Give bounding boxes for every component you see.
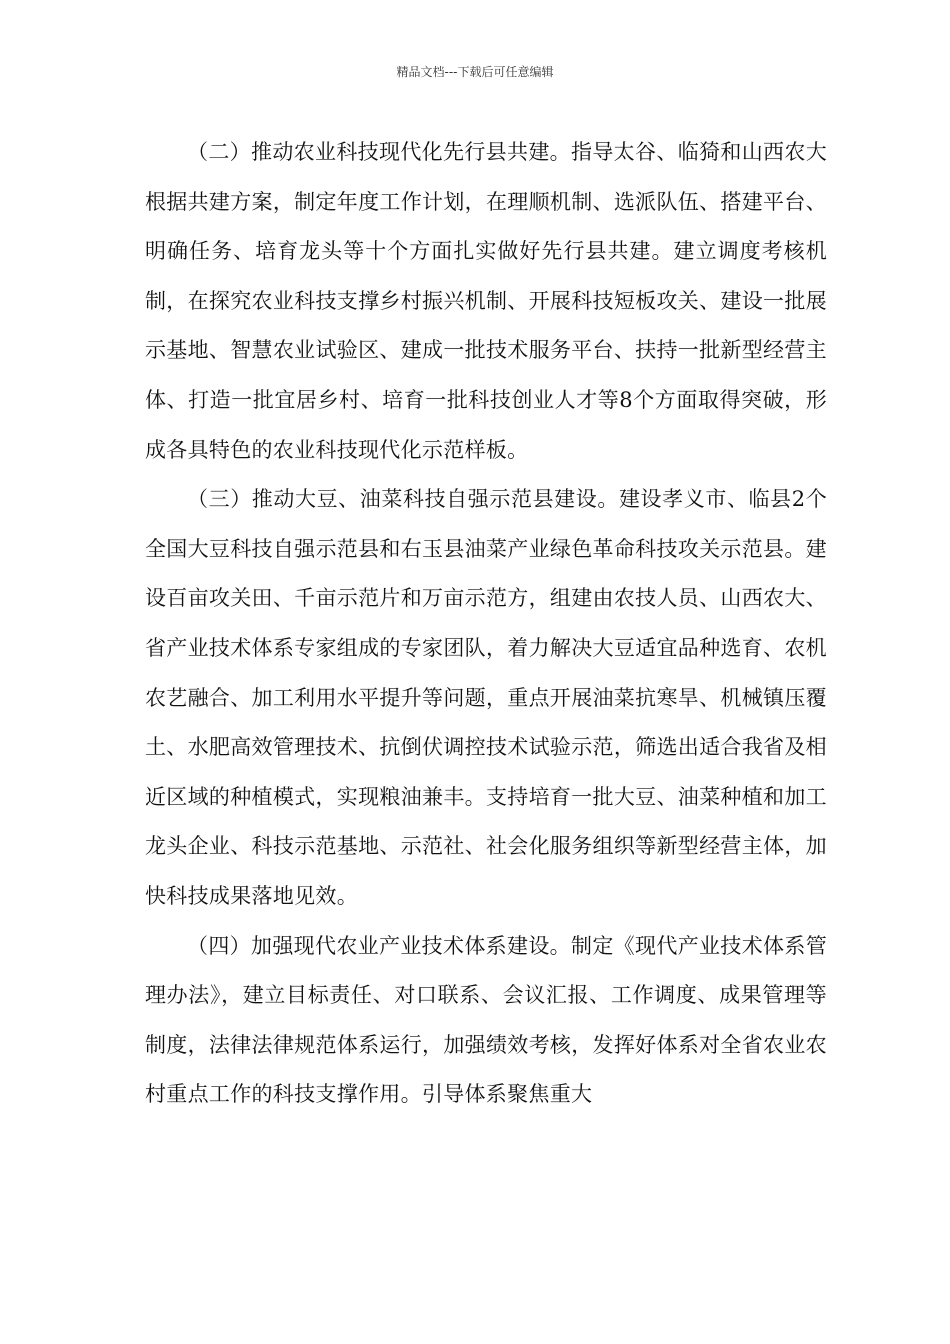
paragraph-4: （四）加强现代农业产业技术体系建设。制定《现代产业技术体系管理办法》，建立目标责任、对口联系、会议汇报、工作调度、成果管理等制度，法律法律规范体系运行，加强绩效考核，发挥好体系对全省农业农村重点工作的科技支撑作用。引导体系聚焦重大 [145,933,827,1107]
page-header: 精品文档---下载后可任意编辑 [396,65,554,79]
paragraph-2: （二）推动农业科技现代化先行县共建。指导太谷、临猗和山西农大根据共建方案，制定年度工作计划，在理顺机制、选派队伍、搭建平台、明确任务、培育龙头等十个方面扎实做好先行县共建。建立调度考核机制，在探究农业科技支撑乡村振兴机制、开展科技短板攻关、建设一批展示基地、智慧农业试验区、建成一批技术服务平台、扶持一批新型经营主体、打造一批宜居乡村、培育一批科技创业人才等8个方面取得突破，形成各具特色的农业科技现代化示范样板。 [145,140,827,462]
paragraph-3: （三）推动大豆、油菜科技自强示范县建设。建设孝义市、临县2个全国大豆科技自强示范县和右玉县油菜产业绿色革命科技攻关示范县。建设百亩攻关田、千亩示范片和万亩示范方，组建由农技人员、山西农大、省产业技术体系专家组成的专家团队，着力解决大豆适宜品种选育、农机农艺融合、加工利用水平提升等问题，重点开展油菜抗寒旱、机械镇压覆土、水肥高效管理技术、抗倒伏调控技术试验示范，筛选出适合我省及相近区域的种植模式，实现粮油兼丰。支持培育一批大豆、油菜种植和加工龙头企业、科技示范基地、示范社、社会化服务组织等新型经营主体，加快科技成果落地见效。 [145,487,827,908]
document-body [145,128,827,1120]
